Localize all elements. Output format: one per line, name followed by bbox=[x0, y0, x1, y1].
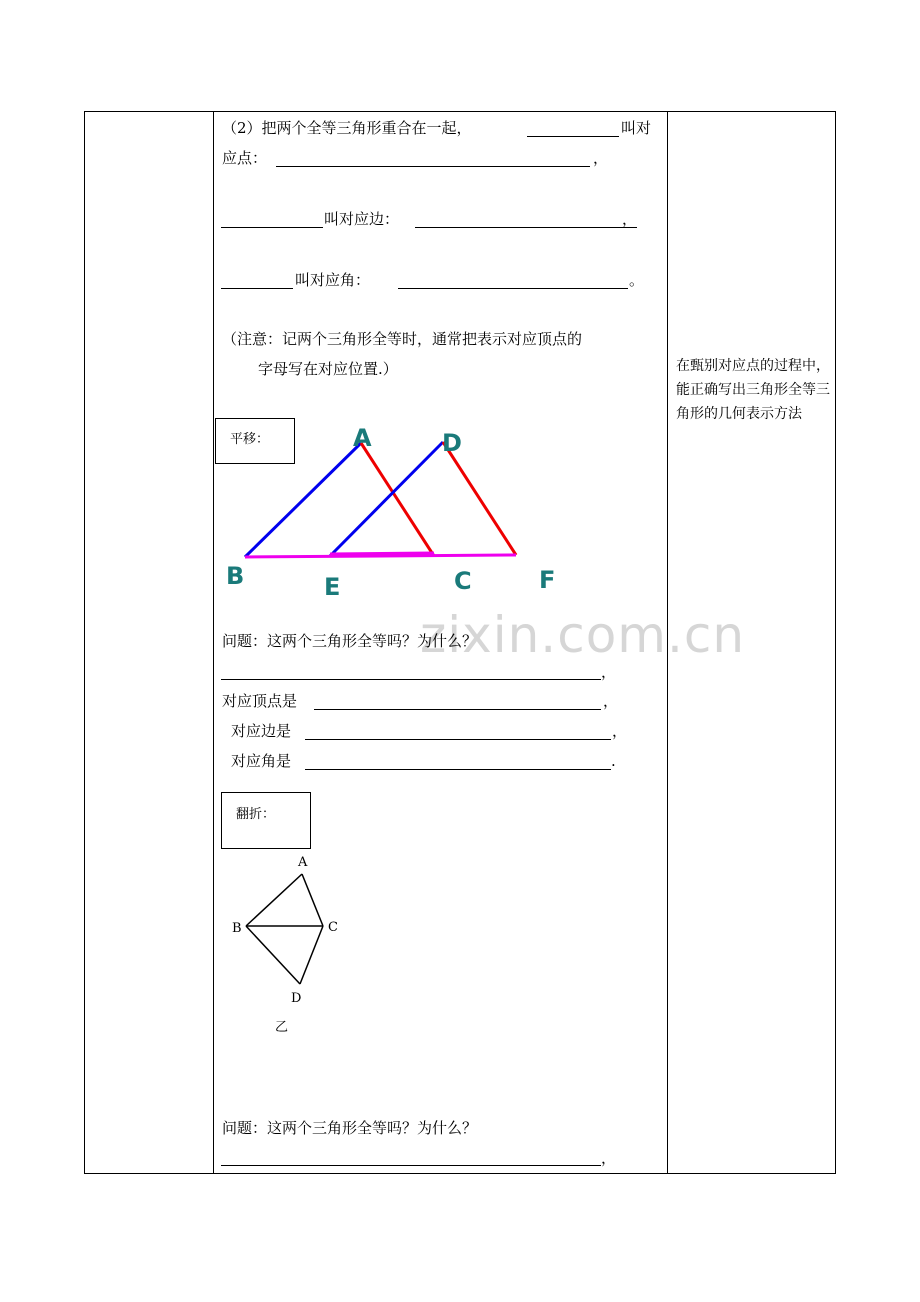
blank-line[interactable] bbox=[221, 1165, 601, 1166]
sides-label: 对应边是 bbox=[231, 722, 292, 740]
segment-BD bbox=[246, 926, 300, 984]
segment-CD bbox=[300, 926, 323, 984]
point-label-C: C bbox=[454, 567, 472, 595]
part2-line1-text: （2）把两个全等三角形重合在一起， bbox=[222, 119, 472, 137]
translation-label: 平移： bbox=[230, 432, 270, 447]
punct: ， bbox=[593, 149, 609, 167]
vertices-label: 对应顶点是 bbox=[222, 692, 298, 710]
punct: ， bbox=[601, 663, 617, 681]
punct: ， bbox=[612, 722, 628, 740]
part2-line3-text: 叫对应边： bbox=[324, 210, 400, 228]
point-label-D: D bbox=[291, 991, 302, 1006]
part2-line2-text: 应点： bbox=[222, 149, 268, 167]
folding-label: 翻折： bbox=[236, 807, 276, 822]
point-label-A: A bbox=[353, 424, 372, 452]
figure-caption: 乙 bbox=[275, 1020, 289, 1035]
note-line2: 字母写在对应位置.） bbox=[258, 360, 398, 378]
teaching-note: 在甄别对应点的过程中，能正确写出三角形全等三角形的几何表示方法 bbox=[676, 358, 830, 422]
point-label-F: F bbox=[539, 566, 556, 594]
point-label-A: A bbox=[298, 855, 308, 870]
point-label-C: C bbox=[328, 920, 338, 935]
watermark: zixin.com.cn bbox=[420, 606, 746, 664]
punct: . bbox=[611, 752, 616, 770]
segment-AB bbox=[246, 874, 302, 926]
note-line1: （注意：记两个三角形全等时，通常把表示对应顶点的 bbox=[222, 330, 583, 348]
part2-line4-text: 叫对应角： bbox=[295, 271, 371, 289]
angles-label: 对应角是 bbox=[231, 752, 292, 770]
segment-AC bbox=[302, 874, 323, 926]
folding-question: 问题：这两个三角形全等吗？为什么？ bbox=[222, 1119, 478, 1137]
punct: ， bbox=[601, 1149, 617, 1167]
punct: 。 bbox=[629, 271, 645, 289]
part2-line1-end: 叫对 bbox=[621, 119, 652, 137]
punct: ， bbox=[603, 692, 619, 710]
punct: ， bbox=[622, 210, 638, 228]
point-label-B: B bbox=[226, 562, 245, 590]
point-label-D: D bbox=[442, 429, 462, 457]
translation-question: 问题：这两个三角形全等吗？为什么？ bbox=[222, 632, 478, 650]
point-label-E: E bbox=[324, 573, 341, 601]
point-label-B: B bbox=[232, 921, 242, 936]
